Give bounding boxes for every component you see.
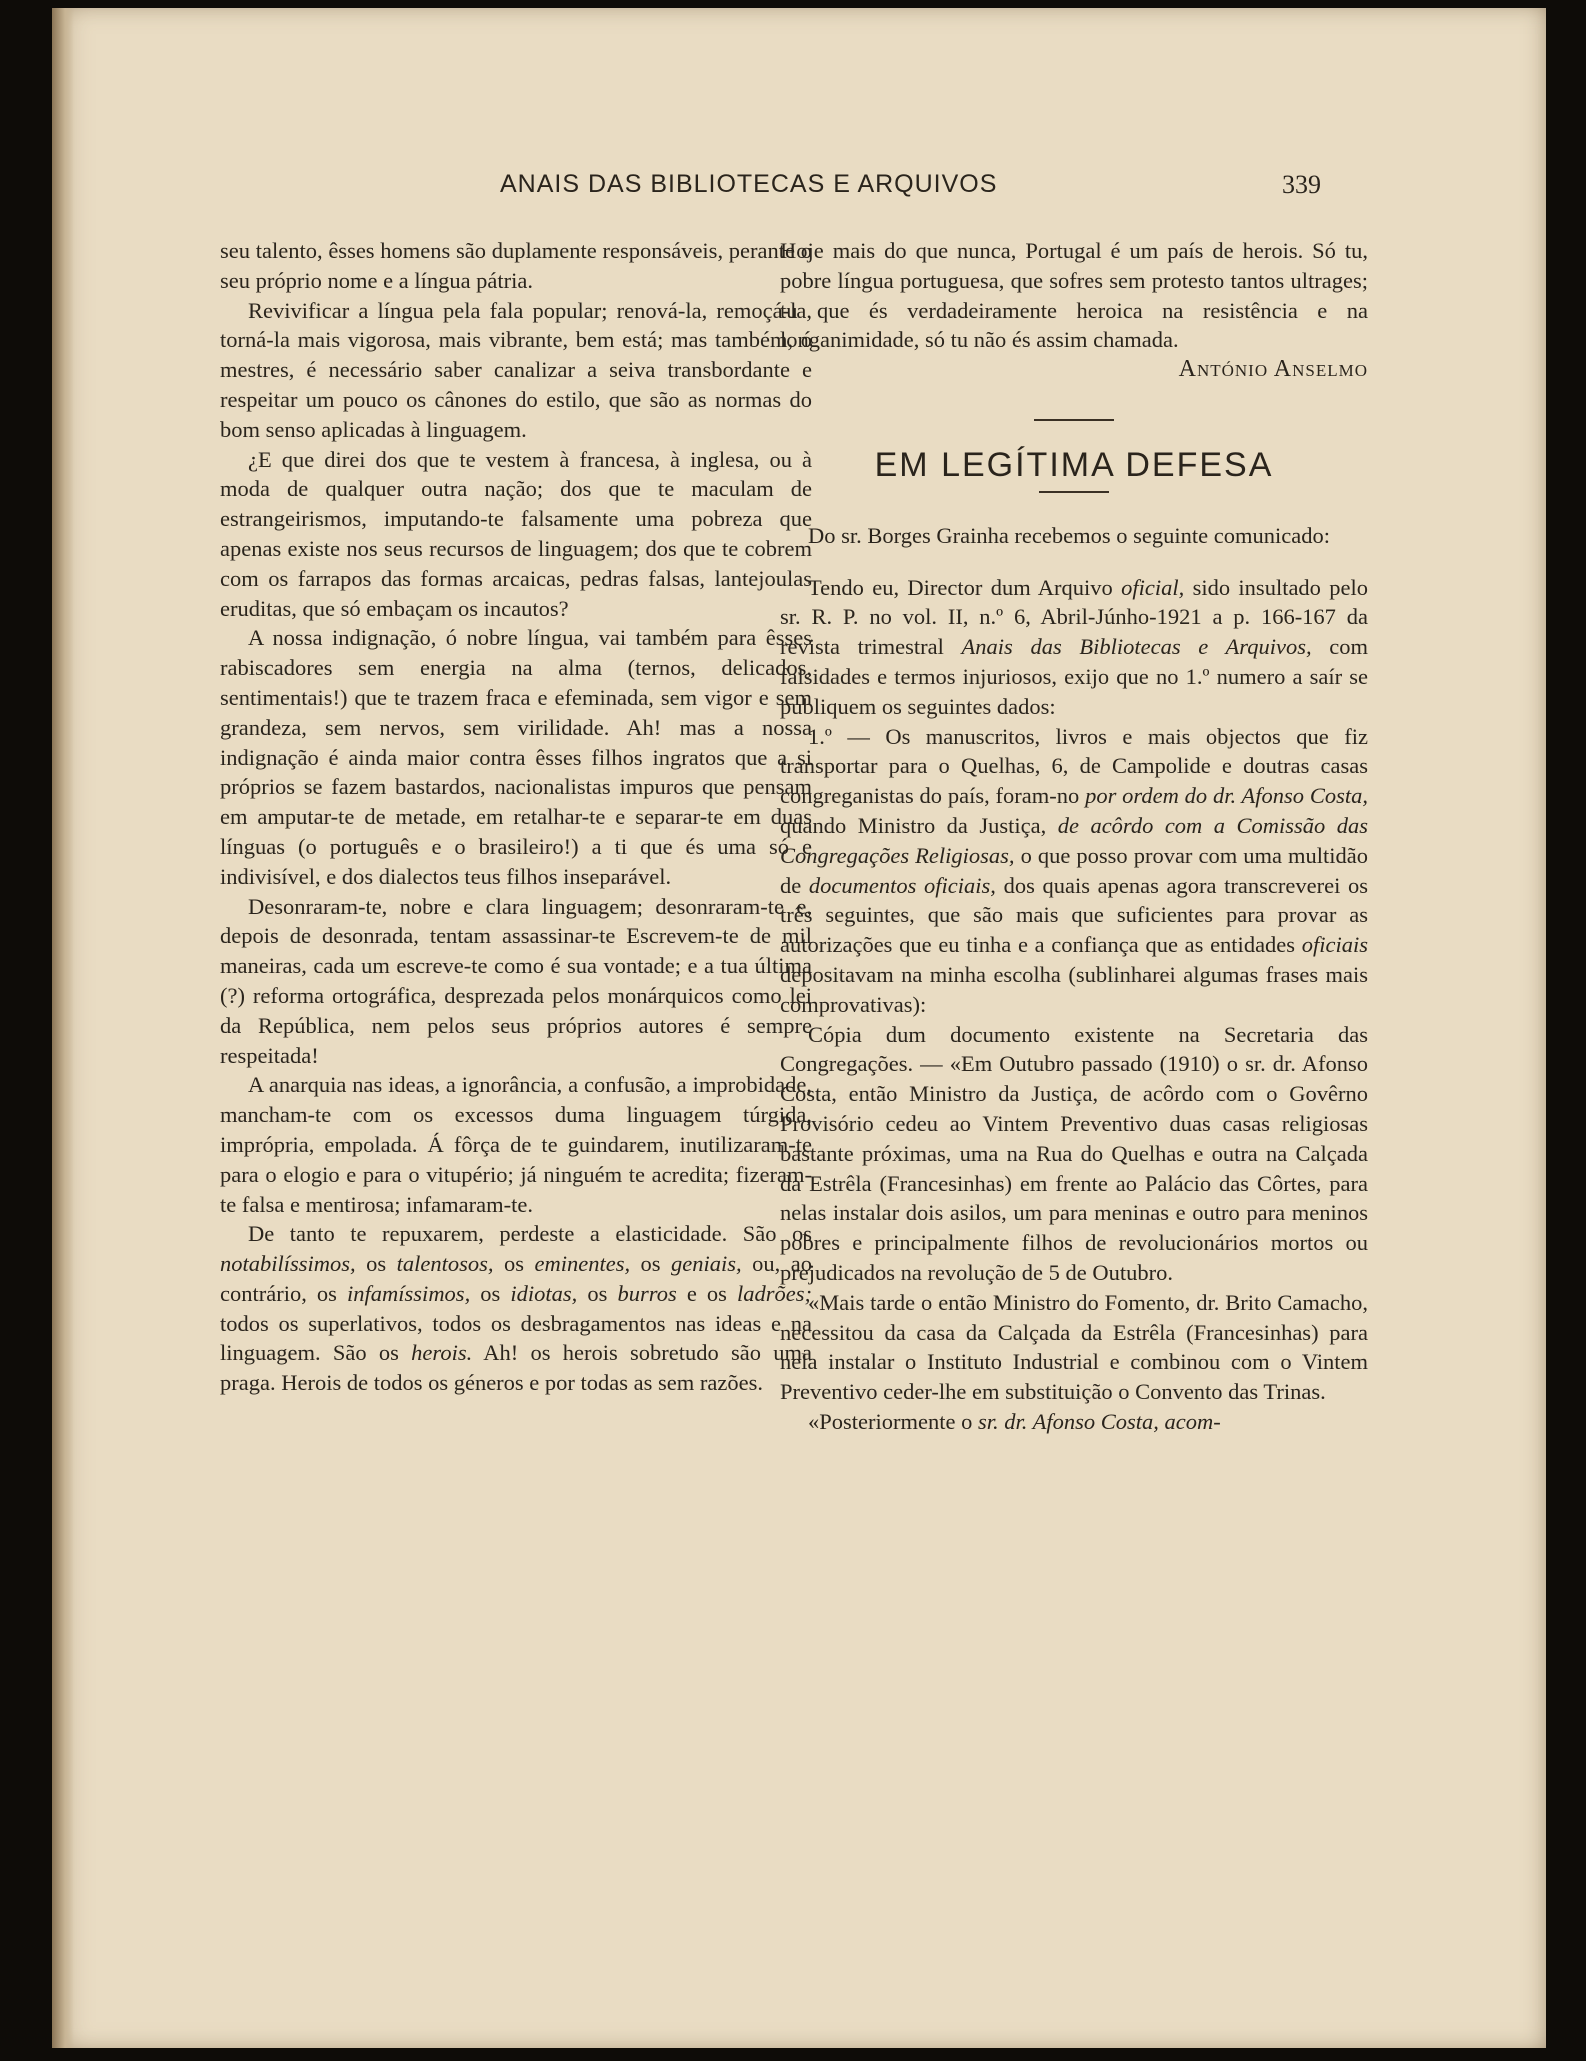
paragraph: De tanto te repuxarem, perdeste a elasticidade. São os notabilíssimos, os talentosos, os eminentes, os geniais, ou, ao contrário, os infamíssimos, os idiotas, os burros e os ladrões; todos os superlativos, todos os desbragamentos nas ideas e na linguagem. São os herois. Ah! os herois sobretudo são uma praga. Herois de todos os géneros e por todas as sem razões. xyxy=(220,1221,813,1396)
book-spine-shadow xyxy=(52,8,74,2048)
paragraph: ¿E que direi dos que te vestem à francesa, à inglesa, ou à moda de qualquer outra nação; dos que te maculam de estrangeirismos, imputando-te falsamente uma pobreza que apenas existe nos seus recursos de linguagem; dos que te cobrem com os farrapos das formas arcaicas, pedras falsas, lantejoulas eruditas, que só embaçam os incautos? xyxy=(220,446,812,621)
intro-paragraph: Do sr. Borges Grainha recebemos o seguinte comunicado: xyxy=(808,522,1330,548)
document-page xyxy=(52,8,1546,2048)
paragraph: Tendo eu, Director dum Arquivo oficial, sido insultado pelo sr. R. P. no vol. II, n.º 6, Abril-Júnho-1921 a p. 166-167 da revista trimestral Anais das Bibliotecas e Arquivos, com falsidades e termos injuriosos, exijo que no 1.º numero a saír se publiquem os seguintes dados: xyxy=(780,574,1368,719)
article-title: EM LEGÍTIMA DEFESA xyxy=(874,445,1274,484)
paragraph: 1.º — Os manuscritos, livros e mais objectos que fiz transportar para o Quelhas, 6, de Campolide e doutras casas congreganistas do país, foram-no por ordem do dr. Afonso Costa, quando Ministro da Justiça, de acôrdo com a Comissão das Congregações Religiosas, o que posso provar com uma multidão de documentos oficiais, dos quais apenas agora transcreverei os três seguintes, que são mais que suficientes para provar as autorizações que eu tinha e a confiança que as entidades oficiais depositavam na minha escolha (sublinharei algumas frases mais comprovativas): xyxy=(780,723,1368,1017)
divider xyxy=(1039,491,1109,493)
left-column xyxy=(220,236,812,1398)
paragraph: «Mais tarde o então Ministro do Fomento, dr. Brito Camacho, necessitou da casa da Calçada da Estrêla (Francesinhas) para nela instalar o Instituto Industrial e combinou com o Vintem Preventivo ceder-lhe em substituição o Convento das Trinas. xyxy=(780,1289,1368,1405)
paragraph: Hoje mais do que nunca, Portugal é um país de herois. Só tu, pobre língua portuguesa, que sofres sem protesto tantos ultrages; tu que és verdadeiramente heroica na resistência e na longanimidade, só tu não és assim chamada. xyxy=(780,238,1368,353)
page-number: 339 xyxy=(1282,170,1321,199)
paragraph: Desonraram-te, nobre e clara linguagem; desonraram-te e, depois de desonrada, tentam assassinar-te Escrevem-te de mil maneiras, cada um escreve-te como é sua vontade; e a tua última (?) reforma ortográfica, desprezada pelos monárquicos como lei da República, nem pelos seus próprios autores é sempre respeitada! xyxy=(220,893,812,1068)
right-column xyxy=(780,236,1368,1437)
paragraph: Cópia dum documento existente na Secretaria das Congregações. — «Em Outubro passado (1910) o sr. dr. Afonso Costa, então Ministro da Justiça, de acôrdo com o Govêrno Provisório cedeu ao Vintem Preventivo duas casas religiosas bastante próximas, uma na Rua do Quelhas e outra na Calçada da Estrêla (Francesinhas) em frente ao Palácio das Côrtes, para nelas instalar dois asilos, um para meninas e outro para meninos pobres e principalmente filhos de revolucionários mortos ou prejudicados na revolução de 5 de Outubro. xyxy=(780,1021,1368,1285)
running-title: ANAIS DAS BIBLIOTECAS E ARQUIVOS xyxy=(500,170,998,198)
paragraph: «Posteriormente o sr. dr. Afonso Costa, acom- xyxy=(808,1408,1221,1434)
divider xyxy=(1034,419,1114,421)
paragraph: Revivificar a língua pela fala popular; renová-la, remoçá-la, torná-la mais vigorosa, mais vibrante, bem está; mas também, ó mestres, é necessário saber canalizar a seiva transbordante e respeitar um pouco os cânones do estilo, que são as normas do bom senso aplicadas à linguagem. xyxy=(220,297,812,442)
paragraph: A nossa indignação, ó nobre língua, vai também para êsses rabiscadores sem energia na alma (ternos, delicados, sentimentais!) que te trazem fraca e efeminada, sem vigor e sem grandeza, sem nervos, sem virilidade. Ah! mas a nossa indignação é ainda maior contra êsses filhos ingratos que a si próprios se fazem bastardos, nacionalistas impuros que pensam em amputar-te de metade, em retalhar-te e separar-te em duas línguas (o português e o brasileiro!) a ti que és uma só e indivisível, e dos dialectos teus filhos inseparável. xyxy=(220,625,812,889)
paragraph: A anarquia nas ideas, a ignorância, a confusão, a improbidade, mancham-te com os excessos duma linguagem túrgida, imprópria, empolada. Á fôrça de te guindarem, inutilizaram-te para o elogio e para o vitupério; já ninguém te acredita; fizeram-te falsa e mentirosa; infamaram-te. xyxy=(220,1072,812,1217)
paragraph: seu talento, êsses homens são duplamente responsáveis, perante o seu próprio nome e a língua pátria. xyxy=(220,238,812,293)
author-signature: António Anselmo xyxy=(1178,356,1368,383)
